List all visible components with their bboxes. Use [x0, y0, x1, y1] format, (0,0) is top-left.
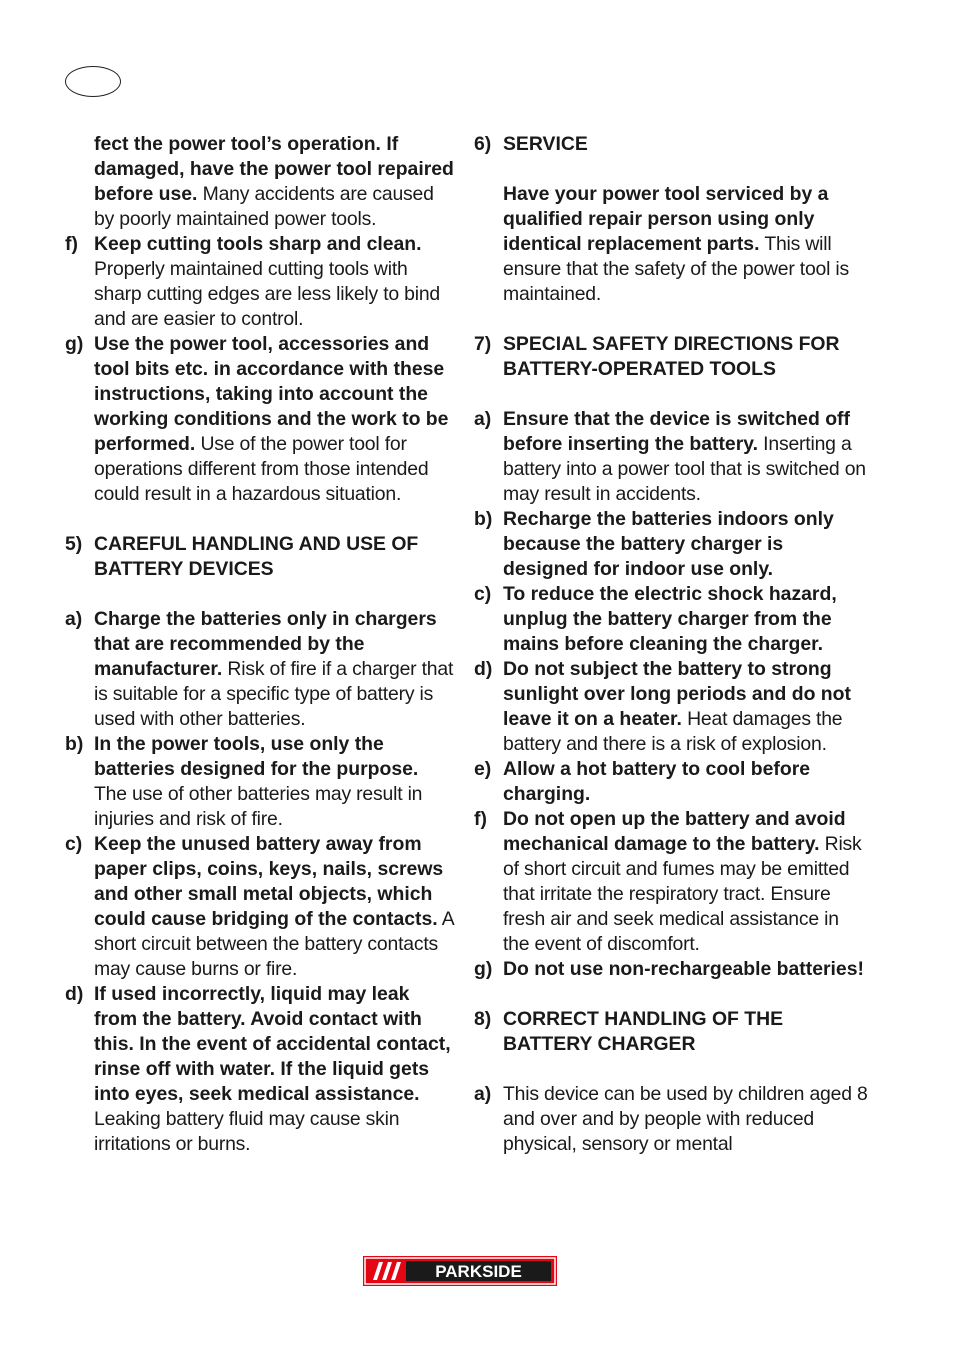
- safety-item-f: f) Keep cutting tools sharp and clean. Properly maintained cutting tools with sharp cutting edges are less likely to bind and are easier to control.: [65, 233, 441, 330]
- language-badge: [65, 66, 121, 97]
- charger-item-a: a) This device can be used by children aged 8 and over and by people with reduced physical, sensory or mental: [474, 1083, 868, 1155]
- special-item-e: e) Allow a hot battery to cool before charging.: [474, 758, 811, 805]
- special-item-f: f) Do not open up the battery and avoid mechanical damage to the battery. Risk of short circuit and fumes may be emitted that irritate the respiratory tract. Ensure fresh air and seek medical assistance in the event of discomfort.: [474, 808, 862, 955]
- section-heading-8: 8) CORRECT HANDLING OF THE BATTERY CHARGER: [474, 1008, 784, 1055]
- special-item-g: g) Do not use non-rechargeable batteries!: [474, 958, 864, 980]
- svg-text:PARKSIDE: PARKSIDE: [435, 1262, 522, 1281]
- battery-item-b: b) In the power tools, use only the batteries designed for the purpose. The use of other batteries may result in injuries and risk of fire.: [65, 733, 423, 830]
- right-column: [474, 132, 869, 1157]
- battery-item-a: a) Charge the batteries only in chargers that are recommended by the manufacturer. Risk of fire if a charger that is suitable for a specific type of battery is used with other batteries.: [65, 608, 454, 730]
- left-column: [65, 132, 455, 1157]
- battery-item-c: c) Keep the unused battery away from paper clips, coins, keys, nails, screws and other small metal objects, which could cause bridging of the contacts. A short circuit between the battery contacts may cause burns or fire.: [65, 833, 454, 980]
- special-item-b: b) Recharge the batteries indoors only because the battery charger is designed for indoor use only.: [474, 508, 834, 580]
- special-item-d: d) Do not subject the battery to strong sunlight over long periods and do not leave it on a heater. Heat damages the battery and there is a risk of explosion.: [474, 658, 851, 755]
- safety-item-g: g) Use the power tool, accessories and tool bits etc. in accordance with these instructions, taking into account the working conditions and the work to be performed. Use of the power tool for operations different from those intended could result in a hazardous situation.: [65, 333, 449, 505]
- section-heading-7: 7) SPECIAL SAFETY DIRECTIONS FOR BATTERY-OPERATED TOOLS: [474, 333, 840, 380]
- battery-item-d: d) If used incorrectly, liquid may leak from the battery. Avoid contact with this. In the event of accidental contact, rinse off with water. If the liquid gets into eyes, seek medical assistance. Leaking battery fluid may cause skin irritations or burns.: [65, 983, 451, 1155]
- section-heading-6: 6) SERVICE: [474, 133, 588, 155]
- special-item-c: c) To reduce the electric shock hazard, unplug the battery charger from the mains before cleaning the charger.: [474, 583, 837, 655]
- special-item-a: a) Ensure that the device is switched off before inserting the battery. Inserting a battery into a power tool that is switched on may result in accidents.: [474, 408, 866, 505]
- service-paragraph: Have your power tool serviced by a qualified repair person using only identical replacement parts. This will ensure that the safety of the power tool is maintained.: [503, 183, 850, 305]
- section-heading-5: 5) CAREFUL HANDLING AND USE OF BATTERY DEVICES: [65, 533, 419, 580]
- parkside-logo: [363, 1256, 557, 1286]
- continued-paragraph: fect the power tool’s operation. If damaged, have the power tool repaired before use. Many accidents are caused by poorly maintained power tools.: [94, 133, 454, 230]
